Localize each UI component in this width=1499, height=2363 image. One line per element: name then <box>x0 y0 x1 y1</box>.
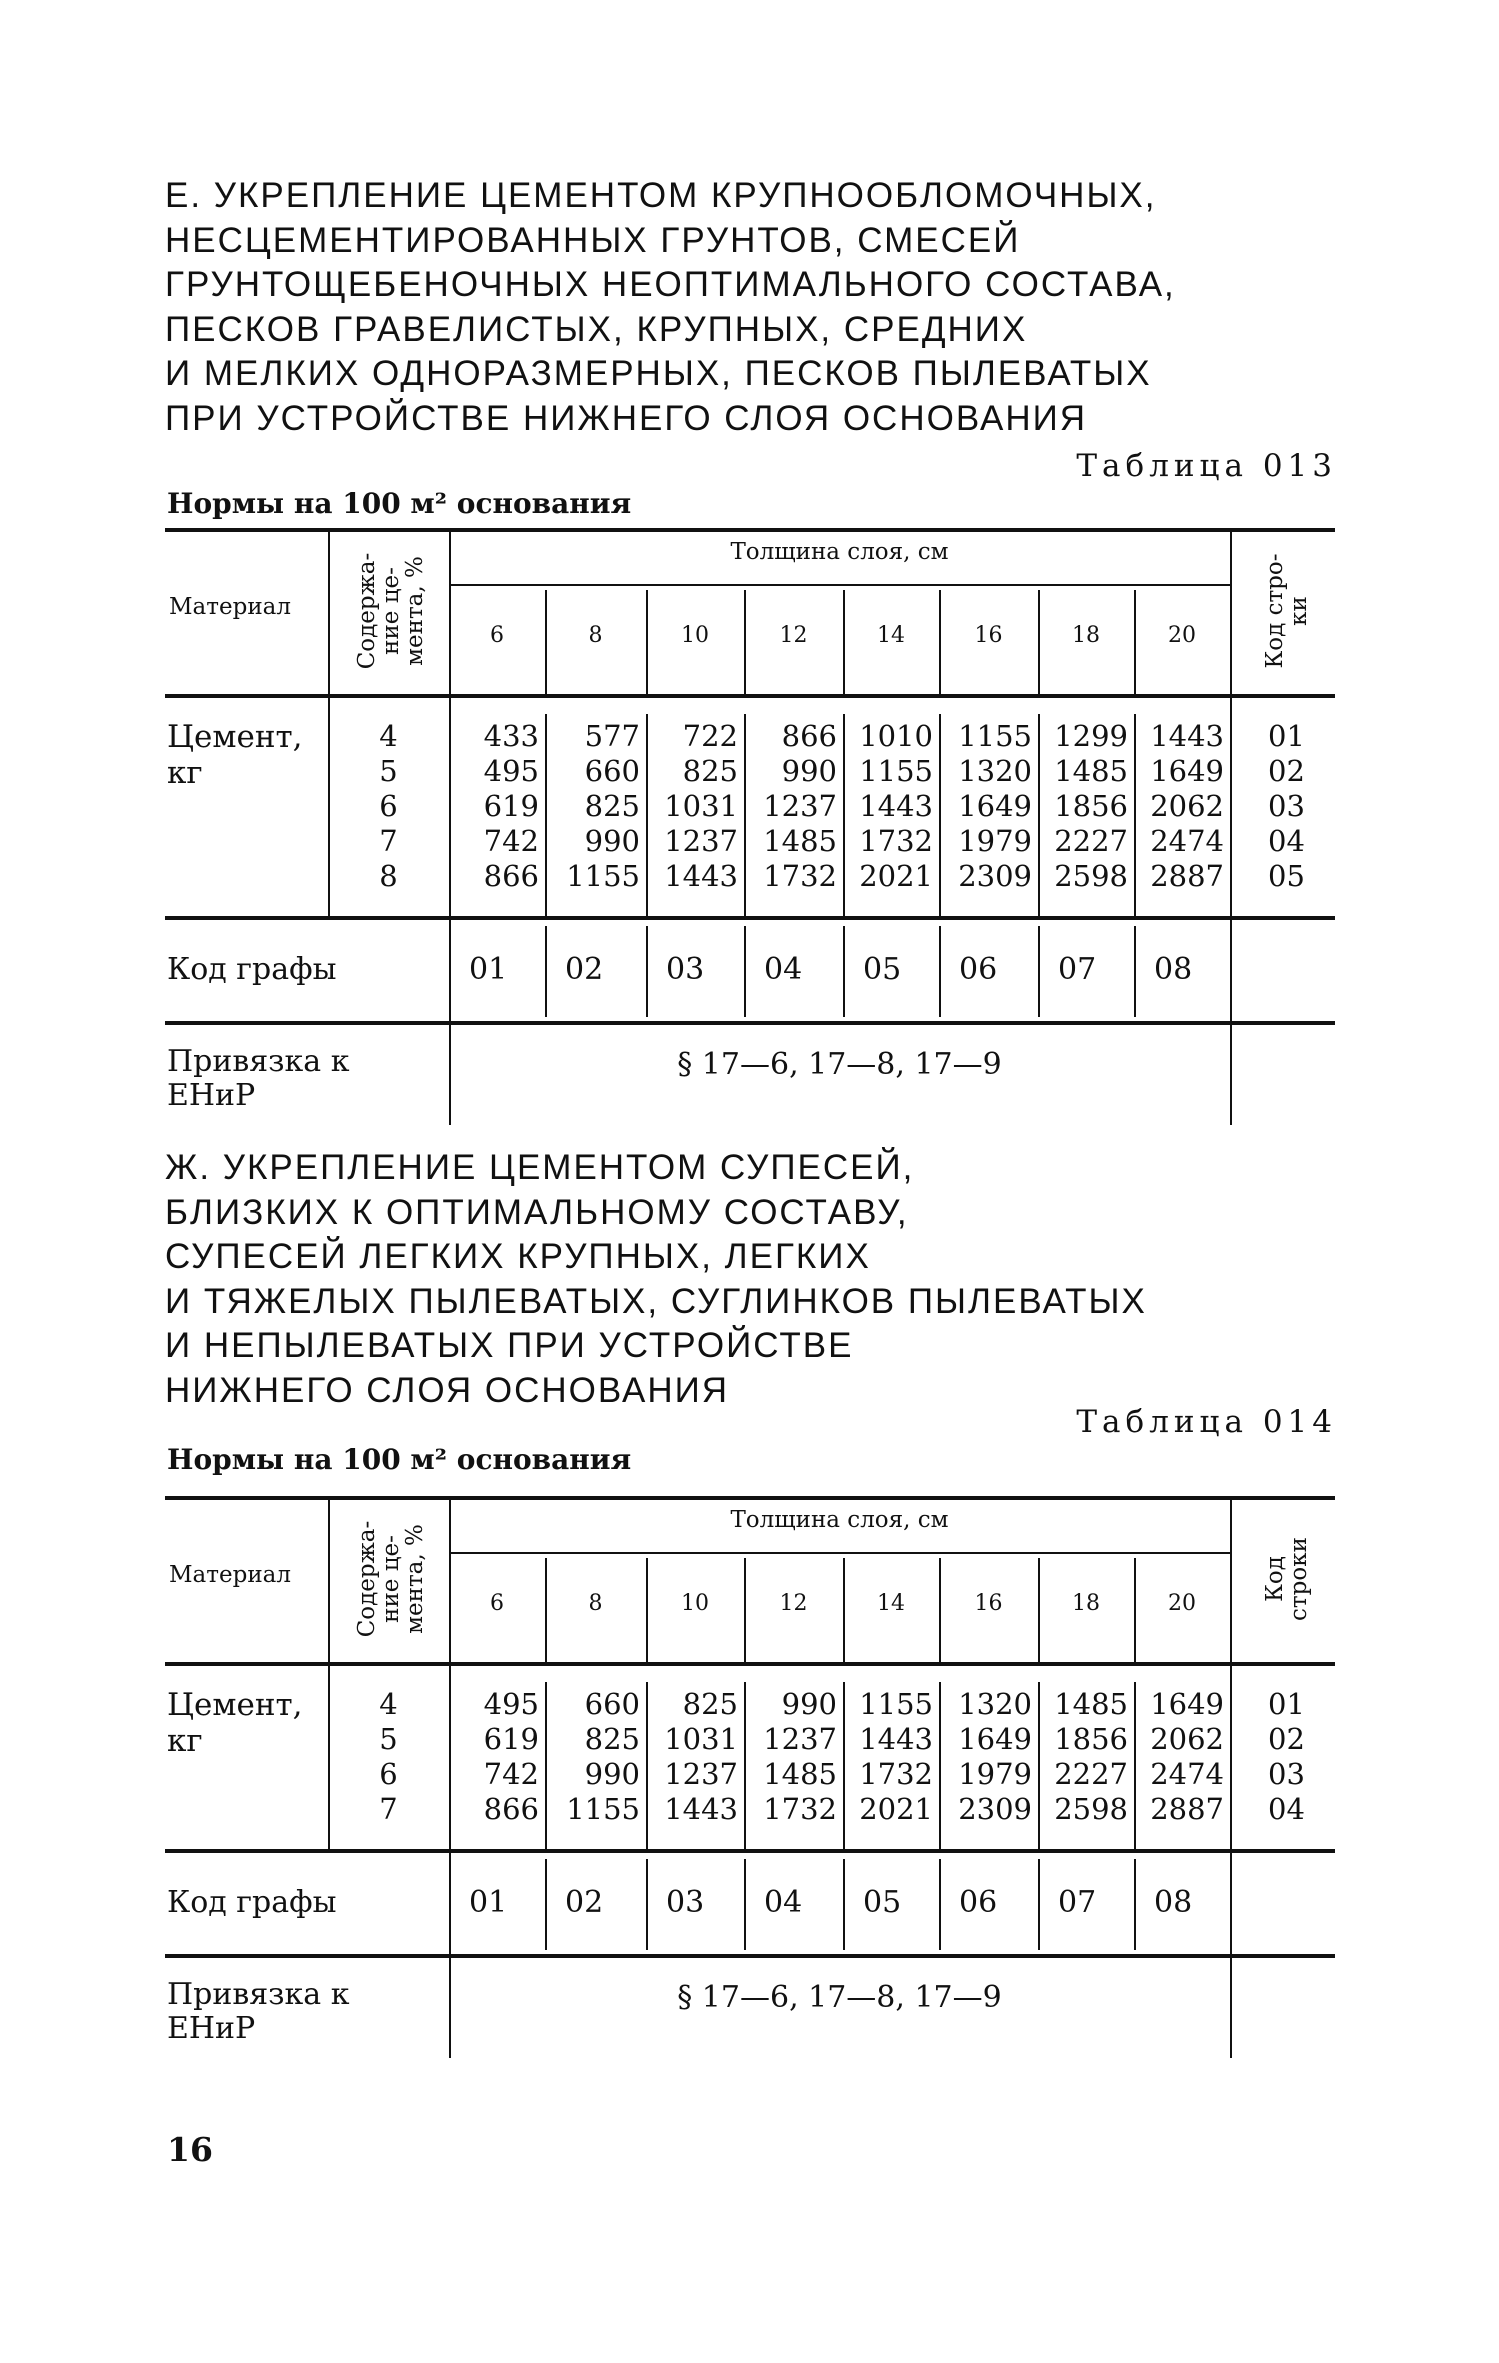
table-rule <box>165 916 1335 920</box>
data-column <box>939 719 1032 894</box>
row-code: 04 <box>1268 1792 1305 1826</box>
thickness-header: 12 <box>779 623 808 648</box>
norms-table <box>165 524 1335 1129</box>
table-number: Таблица 014 <box>1076 1404 1337 1440</box>
table-cell: 1856 <box>1054 1722 1128 1756</box>
table-rule <box>1038 590 1040 694</box>
heading-line: СУПЕСЕЙ ЛЕГКИХ КРУПНЫХ, ЛЕГКИХ <box>165 1237 871 1276</box>
heading-line: И ТЯЖЕЛЫХ ПЫЛЕВАТЫХ, СУГЛИНКОВ ПЫЛЕВАТЫХ <box>165 1281 1147 1321</box>
table-rule <box>165 1662 1335 1666</box>
enir-label-line: ЕНиР <box>167 2011 256 2046</box>
row-code-column <box>1268 1687 1305 1827</box>
table-cell: 1299 <box>1054 719 1128 753</box>
thickness-header: 20 <box>1168 1591 1196 1616</box>
column-code: 02 <box>565 1885 604 1920</box>
table-cell: 1155 <box>566 1792 640 1826</box>
table-cell: 1443 <box>859 1722 933 1756</box>
table-cell: 2309 <box>958 1792 1032 1826</box>
table-cell: 2309 <box>958 859 1032 893</box>
data-column <box>843 719 933 894</box>
material-name <box>167 719 303 791</box>
table-cell: 1443 <box>859 789 933 823</box>
table-cell: 2021 <box>859 859 933 893</box>
table-cell: 660 <box>584 754 640 788</box>
column-code-label: Код графы <box>167 1885 337 1920</box>
material-name-line: кг <box>167 1723 203 1759</box>
cement-content-value: 6 <box>379 789 398 823</box>
table-cell: 619 <box>483 789 539 823</box>
table-rule <box>646 590 648 694</box>
enir-references: § 17—6, 17—8, 17—9 <box>677 1047 1002 1082</box>
cement-content-value: 5 <box>379 754 398 788</box>
table-number: Таблица 013 <box>1076 448 1337 484</box>
table-cell: 495 <box>483 754 539 788</box>
thickness-header: 10 <box>681 1591 709 1616</box>
column-code: 07 <box>1058 952 1097 987</box>
table-cell: 433 <box>483 719 539 753</box>
enir-reference-label <box>167 1045 349 1113</box>
table-cell: 1485 <box>763 824 837 858</box>
thickness-header: 8 <box>588 1591 603 1616</box>
enir-label-line: Привязка к <box>167 1044 350 1079</box>
table-cell: 990 <box>584 824 640 858</box>
table-cell: 2062 <box>1150 1722 1224 1756</box>
header-cement-content <box>355 553 427 670</box>
table-cell: 2474 <box>1150 1757 1224 1791</box>
table-rule <box>165 1021 1335 1025</box>
table-cell: 990 <box>584 1757 640 1791</box>
cement-content-value: 4 <box>379 719 398 753</box>
header-row-code <box>1263 553 1311 668</box>
section-heading <box>165 1146 1147 1413</box>
thickness-header: 12 <box>779 1591 808 1616</box>
row-code: 01 <box>1268 1687 1305 1721</box>
table-cell: 2021 <box>859 1792 933 1826</box>
table-rule <box>646 1859 648 1950</box>
table-rule <box>646 926 648 1017</box>
column-code: 01 <box>469 1885 508 1920</box>
cement-content-column <box>328 719 449 894</box>
table-cell: 866 <box>483 859 539 893</box>
table-rule <box>165 1849 1335 1853</box>
table-rule <box>1038 926 1040 1017</box>
table-rule <box>1230 528 1232 1125</box>
data-column <box>1134 1687 1224 1827</box>
table-cell: 1649 <box>958 789 1032 823</box>
table-cell: 1649 <box>958 1722 1032 1756</box>
thickness-header: 18 <box>1072 1591 1100 1616</box>
table-rule <box>843 1859 845 1950</box>
thickness-header: 6 <box>490 1591 504 1616</box>
table-cell: 1155 <box>566 859 640 893</box>
table-cell: 2598 <box>1054 859 1128 893</box>
header-line: Содержа- <box>353 1520 380 1638</box>
thickness-header: 6 <box>490 623 504 648</box>
row-code: 04 <box>1268 824 1305 858</box>
table-cell: 1031 <box>664 789 738 823</box>
table-rule <box>744 926 746 1017</box>
table-cell: 1237 <box>664 824 738 858</box>
row-code: 03 <box>1268 789 1305 823</box>
table-cell: 1320 <box>958 1687 1032 1721</box>
column-code: 05 <box>863 1885 902 1920</box>
header-line: Содержа- <box>353 552 380 670</box>
table-cell: 990 <box>781 754 837 788</box>
table-cell: 1856 <box>1054 789 1128 823</box>
thickness-header: 14 <box>877 1591 905 1616</box>
thickness-header: 20 <box>1168 623 1196 648</box>
table-cell: 2227 <box>1054 824 1128 858</box>
header-thickness: Толщина слоя, см <box>730 539 949 565</box>
row-code: 02 <box>1268 754 1305 788</box>
column-code-label: Код графы <box>167 952 337 987</box>
table-cell: 1237 <box>763 1722 837 1756</box>
table-rule <box>939 1558 941 1662</box>
header-cement-content <box>355 1521 427 1638</box>
table-cell: 1732 <box>763 859 837 893</box>
header-line: строки <box>1285 1537 1312 1621</box>
header-line: Код стро- <box>1261 553 1288 669</box>
header-line: ки <box>1285 596 1312 626</box>
table-cell: 2598 <box>1054 1792 1128 1826</box>
table-cell: 1732 <box>859 1757 933 1791</box>
header-line: ние це- <box>377 567 404 655</box>
table-cell: 1732 <box>763 1792 837 1826</box>
table-rule <box>843 590 845 694</box>
column-code: 01 <box>469 952 508 987</box>
heading-line: ПРИ УСТРОЙСТВЕ НИЖНЕГО СЛОЯ ОСНОВАНИЯ <box>165 398 1088 438</box>
header-line: Код <box>1261 1556 1288 1602</box>
table-rule <box>1134 1558 1136 1662</box>
thickness-header: 18 <box>1072 623 1100 648</box>
table-rule <box>939 1859 941 1950</box>
norms-caption: Нормы на 100 м² основания <box>167 487 632 520</box>
table-rule <box>449 584 1230 586</box>
header-material: Материал <box>169 1562 291 1588</box>
thickness-header: 10 <box>681 623 709 648</box>
table-rule <box>1230 1496 1232 2058</box>
table-rule <box>1134 1859 1136 1950</box>
table-cell: 1485 <box>1054 1687 1128 1721</box>
thickness-header: 16 <box>974 623 1003 648</box>
row-code: 01 <box>1268 719 1305 753</box>
table-cell: 1485 <box>1054 754 1128 788</box>
material-name-line: Цемент, <box>167 1687 303 1723</box>
header-line: мента, % <box>401 556 428 666</box>
table-cell: 742 <box>483 824 539 858</box>
table-cell: 722 <box>682 719 738 753</box>
table-cell: 825 <box>682 754 738 788</box>
table-rule <box>449 1552 1230 1554</box>
table-cell: 866 <box>483 1792 539 1826</box>
table-cell: 1010 <box>859 719 933 753</box>
column-code: 04 <box>764 952 803 987</box>
table-cell: 495 <box>483 1687 539 1721</box>
heading-line: Е. УКРЕПЛЕНИЕ ЦЕМЕНТОМ КРУПНООБЛОМОЧНЫХ, <box>165 176 1157 215</box>
cement-content-column <box>328 1687 449 1827</box>
column-code: 04 <box>764 1885 803 1920</box>
table-rule <box>545 1558 547 1662</box>
table-cell: 1237 <box>664 1757 738 1791</box>
table-cell: 1320 <box>958 754 1032 788</box>
cement-content-value: 7 <box>379 824 398 858</box>
table-rule <box>545 590 547 694</box>
table-cell: 1155 <box>859 754 933 788</box>
data-column <box>843 1687 933 1827</box>
table-cell: 1979 <box>958 824 1032 858</box>
table-rule <box>843 1558 845 1662</box>
table-cell: 1155 <box>958 719 1032 753</box>
enir-references: § 17—6, 17—8, 17—9 <box>677 1980 1002 2015</box>
cement-content-value: 7 <box>379 1792 398 1826</box>
data-column <box>545 1687 640 1827</box>
data-column <box>744 1687 837 1827</box>
page-number: 16 <box>167 2130 213 2169</box>
data-column <box>545 719 640 894</box>
header-row-code <box>1263 1537 1311 1621</box>
column-code: 06 <box>959 952 998 987</box>
heading-line: И МЕЛКИХ ОДНОРАЗМЕРНЫХ, ПЕСКОВ ПЫЛЕВАТЫХ <box>165 354 1152 393</box>
table-rule <box>1038 1859 1040 1950</box>
column-code: 05 <box>863 952 902 987</box>
material-name-line: кг <box>167 755 203 791</box>
table-cell: 2062 <box>1150 789 1224 823</box>
data-column <box>744 719 837 894</box>
data-column <box>646 719 738 894</box>
header-line: мента, % <box>401 1524 428 1634</box>
table-cell: 1649 <box>1150 754 1224 788</box>
heading-line: БЛИЗКИХ К ОПТИМАЛЬНОМУ СОСТАВУ, <box>165 1192 909 1232</box>
table-cell: 1443 <box>1150 719 1224 753</box>
table-rule <box>1038 1558 1040 1662</box>
header-line: ние це- <box>377 1535 404 1623</box>
heading-line: НИЖНЕГО СЛОЯ ОСНОВАНИЯ <box>165 1370 730 1410</box>
table-rule <box>939 590 941 694</box>
table-cell: 1031 <box>664 1722 738 1756</box>
table-cell: 1443 <box>664 859 738 893</box>
table-cell: 825 <box>682 1687 738 1721</box>
table-rule <box>744 590 746 694</box>
table-rule <box>165 528 1335 532</box>
table-rule <box>545 926 547 1017</box>
table-cell: 866 <box>781 719 837 753</box>
column-code: 02 <box>565 952 604 987</box>
column-code: 06 <box>959 1885 998 1920</box>
section-heading <box>165 174 1176 441</box>
table-cell: 742 <box>483 1757 539 1791</box>
column-code: 07 <box>1058 1885 1097 1920</box>
data-column <box>939 1687 1032 1827</box>
table-cell: 1649 <box>1150 1687 1224 1721</box>
table-cell: 2887 <box>1150 859 1224 893</box>
data-column <box>1038 1687 1128 1827</box>
data-column <box>1038 719 1128 894</box>
table-rule <box>545 1859 547 1950</box>
table-rule <box>165 694 1335 698</box>
enir-reference-label <box>167 1978 349 2046</box>
cement-content-value: 4 <box>379 1687 398 1721</box>
table-rule <box>744 1859 746 1950</box>
row-code: 02 <box>1268 1722 1305 1756</box>
cement-content-value: 8 <box>379 859 398 893</box>
table-rule <box>843 926 845 1017</box>
enir-label-line: ЕНиР <box>167 1078 256 1113</box>
table-cell: 990 <box>781 1687 837 1721</box>
table-cell: 1443 <box>664 1792 738 1826</box>
column-code: 03 <box>666 1885 705 1920</box>
column-code: 08 <box>1154 1885 1193 1920</box>
heading-line: ПЕСКОВ ГРАВЕЛИСТЫХ, КРУПНЫХ, СРЕДНИХ <box>165 309 1028 349</box>
heading-line: И НЕПЫЛЕВАТЫХ ПРИ УСТРОЙСТВЕ <box>165 1326 854 1365</box>
table-cell: 1979 <box>958 1757 1032 1791</box>
column-code: 08 <box>1154 952 1193 987</box>
table-cell: 577 <box>584 719 640 753</box>
thickness-header: 8 <box>588 623 603 648</box>
enir-label-line: Привязка к <box>167 1977 350 2012</box>
norms-table <box>165 1492 1335 2062</box>
table-cell: 2887 <box>1150 1792 1224 1826</box>
norms-caption: Нормы на 100 м² основания <box>167 1443 632 1476</box>
cement-content-value: 5 <box>379 1722 398 1756</box>
thickness-header: 16 <box>974 1591 1003 1616</box>
material-name <box>167 1687 303 1759</box>
table-cell: 619 <box>483 1722 539 1756</box>
table-cell: 1155 <box>859 1687 933 1721</box>
table-cell: 660 <box>584 1687 640 1721</box>
table-rule <box>1134 926 1136 1017</box>
header-thickness: Толщина слоя, см <box>730 1507 949 1533</box>
data-column <box>449 1687 539 1827</box>
table-cell: 1485 <box>763 1757 837 1791</box>
row-code: 05 <box>1268 859 1305 893</box>
thickness-header: 14 <box>877 623 905 648</box>
table-cell: 2227 <box>1054 1757 1128 1791</box>
heading-line: Ж. УКРЕПЛЕНИЕ ЦЕМЕНТОМ СУПЕСЕЙ, <box>165 1148 915 1187</box>
table-cell: 1732 <box>859 824 933 858</box>
data-column <box>449 719 539 894</box>
column-code: 03 <box>666 952 705 987</box>
table-rule <box>744 1558 746 1662</box>
table-cell: 825 <box>584 789 640 823</box>
table-cell: 825 <box>584 1722 640 1756</box>
cement-content-value: 6 <box>379 1757 398 1791</box>
table-rule <box>1134 590 1136 694</box>
table-rule <box>165 1496 1335 1500</box>
table-rule <box>939 926 941 1017</box>
heading-line: НЕСЦЕМЕНТИРОВАННЫХ ГРУНТОВ, СМЕСЕЙ <box>165 220 1021 260</box>
row-code-column <box>1268 719 1305 894</box>
table-cell: 2474 <box>1150 824 1224 858</box>
data-column <box>646 1687 738 1827</box>
table-rule <box>165 1954 1335 1958</box>
heading-line: ГРУНТОЩЕБЕНОЧНЫХ НЕОПТИМАЛЬНОГО СОСТАВА, <box>165 265 1176 304</box>
table-rule <box>646 1558 648 1662</box>
table-cell: 1237 <box>763 789 837 823</box>
header-material: Материал <box>169 594 291 620</box>
data-column <box>1134 719 1224 894</box>
row-code: 03 <box>1268 1757 1305 1791</box>
material-name-line: Цемент, <box>167 719 303 755</box>
